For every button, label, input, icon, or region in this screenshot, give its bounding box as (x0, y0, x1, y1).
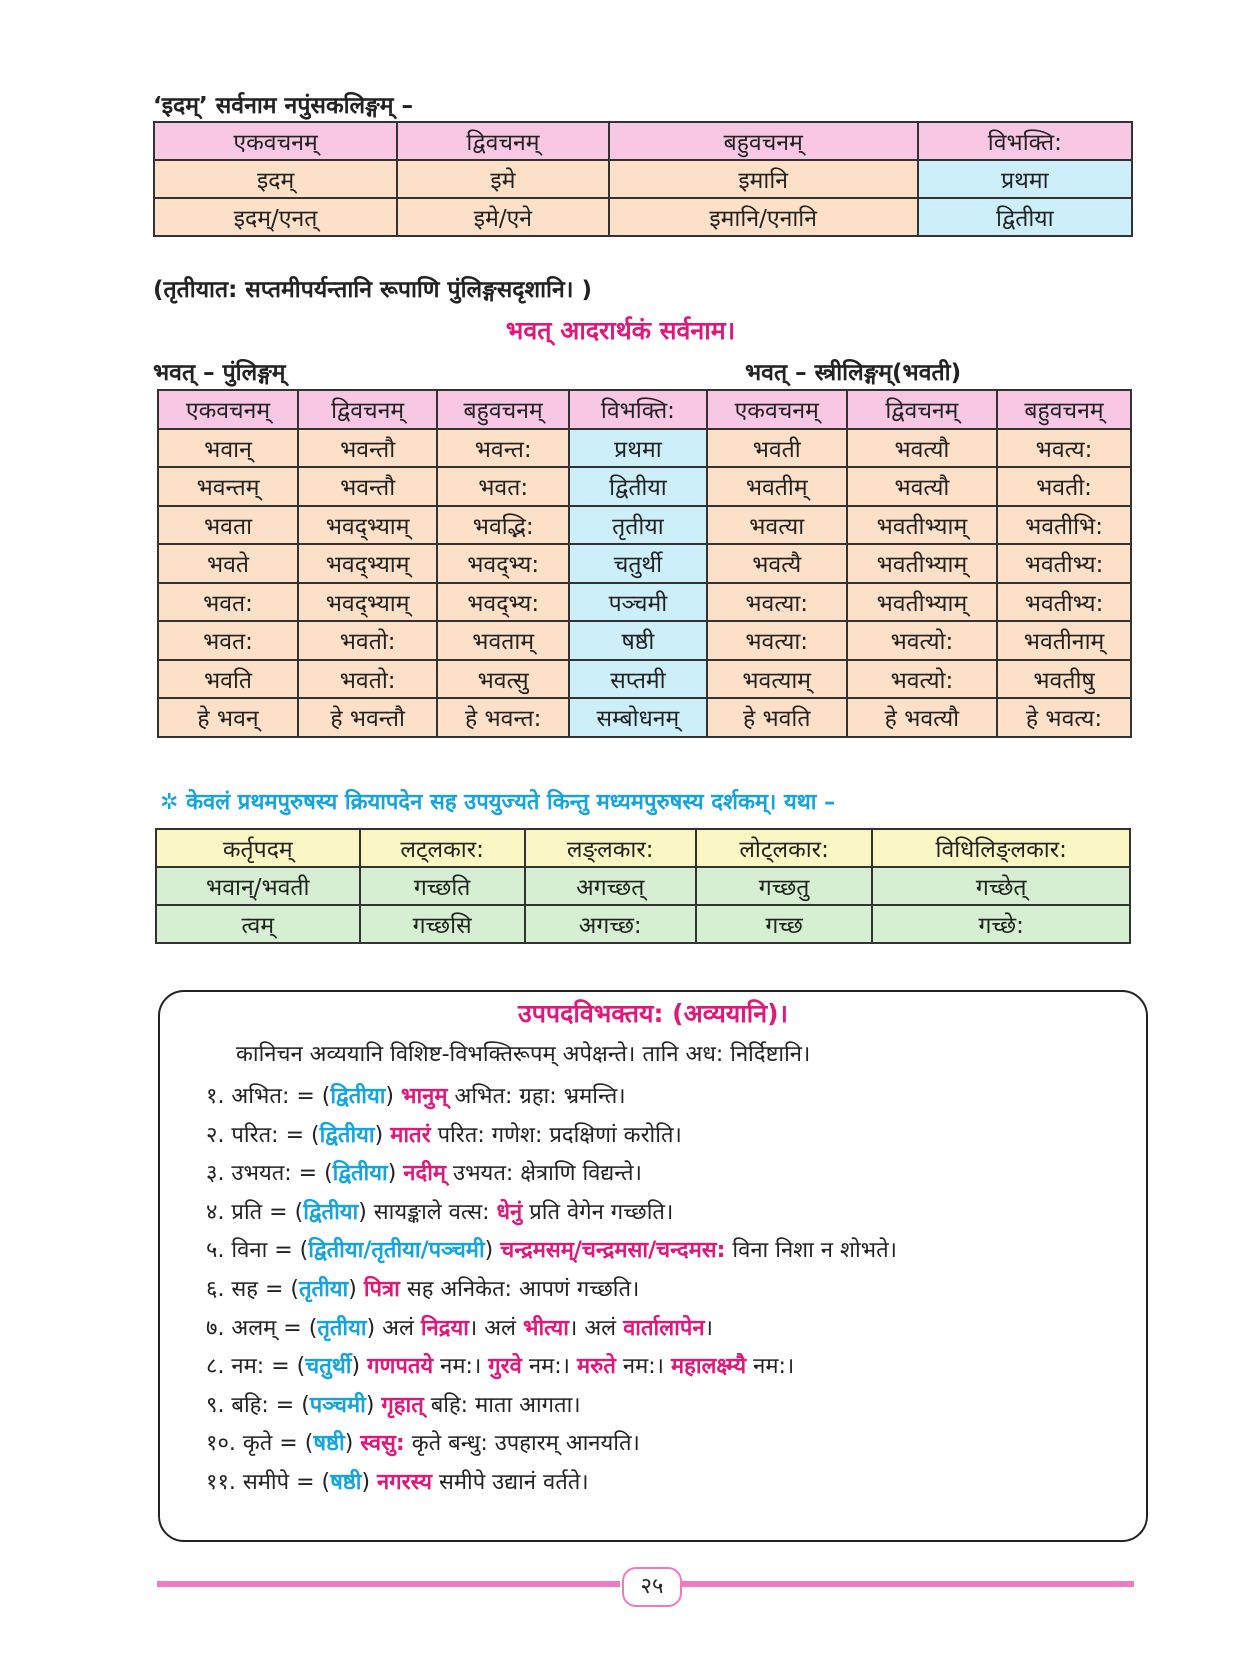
item-text: ) (361, 1470, 378, 1495)
item-text: ७. अलम् = ( (206, 1315, 318, 1341)
table-cell: इमानि (609, 160, 918, 198)
highlight-word: वार्तालापेन (623, 1315, 705, 1341)
upapada-item (206, 1234, 897, 1264)
table-cell: गच्छतु (696, 867, 873, 905)
item-text: ९. बहि: = ( (206, 1392, 310, 1418)
upapada-item (206, 1427, 640, 1457)
item-text: समीपे उद्यानं वर्तते। (431, 1470, 589, 1495)
table-cell: भवतीभि: (997, 506, 1131, 545)
upapada-item (206, 1466, 589, 1496)
highlight-word: चन्द्रमसम्/चन्द्रमसा/चन्दमस: (500, 1238, 726, 1264)
upapada-item (206, 1312, 713, 1342)
header-cell: लङ्लकार: (525, 829, 696, 867)
highlight-word: भानुम् (400, 1084, 448, 1109)
table-row (158, 467, 1131, 506)
table-cell: चतुर्थी (569, 544, 707, 583)
table-cell: भवद्भ्याम् (298, 506, 437, 545)
table-cell: हे भवन्त: (437, 698, 569, 737)
table-cell: तृतीया (569, 506, 707, 545)
table-cell: इमानि/एनानि (609, 198, 918, 236)
table-cell: भवद्भ्य: (437, 583, 569, 622)
table-cell: भवती (707, 429, 847, 468)
bhavat-feminine-label: भवत् – स्त्रीलिङ्गम्(भवती) (745, 360, 962, 386)
item-text: १. अभित: = ( (206, 1084, 331, 1109)
item-text: बहि: माता आगता। (423, 1392, 581, 1418)
table-row (158, 621, 1131, 660)
table-cell: भवद्भ्याम् (298, 544, 437, 583)
lakara-table (155, 828, 1131, 944)
bhavat-masculine-label: भवत् – पुंलिङ्गम् (153, 360, 286, 386)
table-cell: भवन्तौ (298, 429, 437, 468)
item-text: ३. उभयत: = ( (206, 1161, 333, 1187)
table-cell: भवतीभ्य: (997, 583, 1131, 622)
table-row (154, 198, 1132, 236)
bhavat-title: भवत् आदरार्थकं सर्वनाम। (505, 316, 736, 345)
table-row (158, 660, 1131, 699)
bhavat-note: ✲ केवलं प्रथमपुरुषस्य क्रियापदेन सह उपयुज्यते किन्तु मध्यमपुरुषस्य दर्शकम्। यथा – (160, 790, 836, 815)
table-cell: सप्तमी (569, 660, 707, 699)
item-text: ) (365, 1392, 382, 1418)
table-cell: षष्ठी (569, 621, 707, 660)
table-cell: हे भवत्य: (997, 698, 1131, 737)
table-cell: भवत्यौ (847, 429, 997, 468)
header-cell: एकवचनम् (707, 390, 847, 429)
header-cell: बहुवचनम् (437, 390, 569, 429)
highlight-word: मातरं (390, 1122, 431, 1148)
upapada-intro: कानिचन अव्ययानि विशिष्ट-विभक्तिरूपम् अपेक्षन्ते। तानि अध: निर्दिष्टानि। (236, 1042, 811, 1067)
header-cell: द्विवचनम् (397, 122, 609, 160)
upapada-item (206, 1157, 642, 1187)
table-cell: भवतीषु (997, 660, 1131, 699)
table-cell: भवद्भि: (437, 506, 569, 545)
vibhakti-label: षष्ठी (330, 1470, 362, 1495)
item-text: । अलं (569, 1315, 624, 1341)
item-text: नम:। (746, 1354, 795, 1380)
vibhakti-label: द्वितीया (303, 1199, 359, 1225)
table-cell: पञ्चमी (569, 583, 707, 622)
item-text: ) (374, 1122, 391, 1148)
footer-line-left (157, 1581, 620, 1587)
highlight-word: स्वसु: (360, 1431, 405, 1457)
idam-heading: ‘इदम्’ सर्वनाम नपुंसकलिङ्गम् – (153, 93, 413, 119)
highlight-word: धेनुं (496, 1199, 523, 1225)
item-text: अभित: ग्रहा: भ्रमन्ति। (447, 1084, 626, 1109)
table-cell: गच्छसि (360, 905, 525, 943)
table-cell: प्रथमा (569, 429, 707, 468)
header-cell: लोट्लकार: (696, 829, 873, 867)
vibhakti-label: षष्ठी (313, 1431, 345, 1457)
item-text: ४. प्रति = ( (206, 1199, 304, 1225)
table-cell: भवता (158, 506, 298, 545)
table-cell: गच्छे: (872, 905, 1130, 943)
item-text: सह अनिकेत: आपणं गच्छति। (399, 1277, 640, 1302)
highlight-word: गुरवे (488, 1354, 522, 1380)
item-text: । अलं (468, 1315, 523, 1341)
item-text: ) अलं (366, 1315, 421, 1341)
table-cell: भवति (158, 660, 298, 699)
upapada-item (206, 1196, 673, 1226)
table-cell: भवत्सु (437, 660, 569, 699)
upapada-box (158, 990, 1148, 1542)
table-row (158, 698, 1131, 737)
header-cell: लट्लकार: (360, 829, 525, 867)
table-cell: भवतीभ्याम् (847, 506, 997, 545)
upapada-item (206, 1350, 794, 1380)
highlight-word: मरुते (577, 1354, 616, 1380)
table-cell: भवतीभ्याम् (847, 583, 997, 622)
table-cell: भवत्यौ (847, 467, 997, 506)
table-row (156, 905, 1130, 943)
table-cell: हे भवन्तौ (298, 698, 437, 737)
table-row (158, 544, 1131, 583)
table-cell: भवताम् (437, 621, 569, 660)
item-text: १०. कृते = ( (206, 1431, 314, 1457)
highlight-word: नदीम् (403, 1161, 447, 1187)
table-cell: भवन्त: (437, 429, 569, 468)
highlight-word: निद्रया (420, 1315, 469, 1341)
table-cell: भवत्या (707, 506, 847, 545)
page-number: २५ (622, 1567, 682, 1607)
footer-line-right (682, 1581, 1134, 1587)
table-cell: अगच्छत् (525, 867, 696, 905)
item-text: नम:। (521, 1354, 578, 1380)
upapada-item (206, 1119, 682, 1149)
table-cell: भवान् (158, 429, 298, 468)
table-cell: द्वितीया (569, 467, 707, 506)
table-row (158, 506, 1131, 545)
item-text: उभयत: क्षेत्राणि विद्यन्ते। (446, 1161, 642, 1187)
idam-declension-table (153, 121, 1133, 237)
highlight-word: गणपतये (367, 1354, 434, 1380)
table-cell: प्रथमा (918, 160, 1132, 198)
table-cell: भवती: (997, 467, 1131, 506)
table-cell: हे भवति (707, 698, 847, 737)
table-cell: भवत्या: (707, 583, 847, 622)
table-row (156, 867, 1130, 905)
table-cell: भवत्यो: (847, 621, 997, 660)
item-text: ) (385, 1084, 401, 1109)
table-cell: भवत: (158, 583, 298, 622)
item-text: ) (387, 1161, 404, 1187)
vibhakti-label: तृतीया (317, 1315, 367, 1341)
item-text: । (704, 1315, 713, 1341)
table-row (154, 160, 1132, 198)
vibhakti-label: द्वितीया (330, 1084, 386, 1109)
header-cell: बहुवचनम् (609, 122, 918, 160)
table-cell: गच्छति (360, 867, 525, 905)
table-cell: भवत्याम् (707, 660, 847, 699)
table-cell: इमे/एने (397, 198, 609, 236)
vibhakti-label: द्वितीया (332, 1161, 388, 1187)
header-cell: कर्तृपदम् (156, 829, 360, 867)
table-cell: गच्छ (696, 905, 873, 943)
upapada-item (206, 1080, 626, 1110)
upapada-item (206, 1389, 581, 1419)
header-cell: एकवचनम् (154, 122, 397, 160)
highlight-word: नगरस्य (377, 1470, 432, 1495)
highlight-word: गृहात् (381, 1392, 424, 1418)
table-cell: भवत्यै (707, 544, 847, 583)
table-cell: भवत: (437, 467, 569, 506)
bhavat-declension-table (157, 389, 1132, 738)
item-text: ६. सह = ( (206, 1277, 299, 1302)
table-cell: भवन्तम् (158, 467, 298, 506)
item-text: विना निशा न शोभते। (725, 1238, 898, 1264)
item-text: ५. विना = ( (206, 1238, 309, 1264)
vibhakti-label: द्वितीया/तृतीया/पञ्चमी (308, 1238, 485, 1264)
idam-note: (तृतीयात: सप्तमीपर्यन्तानि रूपाणि पुंलिङ्गसदृशानि। ) (153, 277, 593, 303)
item-text: ) सायङ्काले वत्स: (358, 1199, 497, 1225)
table-cell: हे भवन् (158, 698, 298, 737)
item-text: ) (348, 1277, 364, 1302)
header-cell: द्विवचनम् (298, 390, 437, 429)
table-cell: अगच्छ: (525, 905, 696, 943)
table-cell: हे भवत्यौ (847, 698, 997, 737)
table-cell: भवद्भ्याम् (298, 583, 437, 622)
table-row (158, 583, 1131, 622)
table-cell: भवतो: (298, 660, 437, 699)
highlight-word: भीत्या (522, 1315, 569, 1341)
table-cell: भवते (158, 544, 298, 583)
upapada-title: उपपदविभक्तय: (अव्ययानि)। (518, 999, 788, 1028)
highlight-word: पित्रा (363, 1277, 400, 1302)
table-cell: भवान्/भवती (156, 867, 360, 905)
table-cell: इमे (397, 160, 609, 198)
header-cell: विभक्ति: (569, 390, 707, 429)
header-cell: विधिलिङ्लकार: (872, 829, 1130, 867)
table-cell: इदम् (154, 160, 397, 198)
table-cell: भवन्तौ (298, 467, 437, 506)
item-text: ८. नम: = ( (206, 1354, 306, 1380)
table-cell: भवत: (158, 621, 298, 660)
item-text: नम:। (433, 1354, 489, 1380)
item-text: परित: गणेश: प्रदक्षिणां करोति। (430, 1122, 682, 1148)
item-text: ११. समीपे = ( (206, 1470, 331, 1495)
table-cell: द्वितीया (918, 198, 1132, 236)
item-text: कृते बन्धु: उपहारम् आनयति। (404, 1431, 640, 1457)
table-cell: गच्छेत् (872, 867, 1130, 905)
table-cell: भवत्यो: (847, 660, 997, 699)
vibhakti-label: द्वितीया (319, 1122, 375, 1148)
table-cell: भवतीभ्याम् (847, 544, 997, 583)
upapada-item (206, 1273, 639, 1303)
item-text: ) (484, 1238, 501, 1264)
item-text: ) (344, 1431, 361, 1457)
vibhakti-label: पञ्चमी (309, 1392, 366, 1418)
vibhakti-label: चतुर्थी (305, 1354, 352, 1380)
vibhakti-label: तृतीया (298, 1277, 349, 1302)
item-text: प्रति वेगेन गच्छति। (522, 1199, 674, 1225)
table-row (158, 429, 1131, 468)
table-cell: भवतो: (298, 621, 437, 660)
table-cell: भवत्य: (997, 429, 1131, 468)
table-cell: भवतीभ्य: (997, 544, 1131, 583)
item-text: नम:। (615, 1354, 671, 1380)
table-cell: भवतीम् (707, 467, 847, 506)
table-cell: सम्बोधनम् (569, 698, 707, 737)
header-cell: द्विवचनम् (847, 390, 997, 429)
item-text: २. परित: = ( (206, 1122, 320, 1148)
header-cell: विभक्ति: (918, 122, 1132, 160)
table-cell: भवद्भ्य: (437, 544, 569, 583)
highlight-word: महालक्ष्म्यै (670, 1354, 747, 1380)
item-text: ) (351, 1354, 368, 1380)
table-cell: इदम्/एनत् (154, 198, 397, 236)
table-cell: भवत्या: (707, 621, 847, 660)
table-cell: त्वम् (156, 905, 360, 943)
header-cell: एकवचनम् (158, 390, 298, 429)
table-cell: भवतीनाम् (997, 621, 1131, 660)
header-cell: बहुवचनम् (997, 390, 1131, 429)
